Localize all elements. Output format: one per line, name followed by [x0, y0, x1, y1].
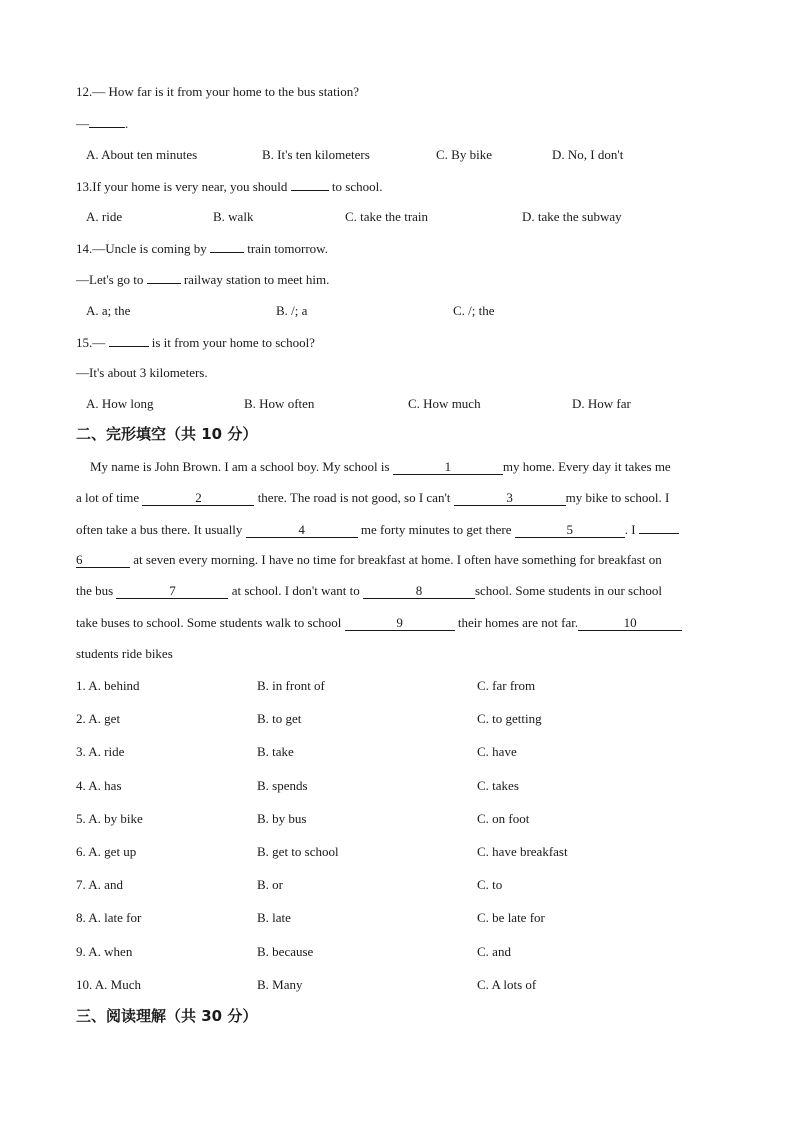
cloze-blank-4[interactable]: 4: [246, 523, 358, 538]
option-a[interactable]: A. About ten minutes: [86, 147, 198, 162]
answer-blank[interactable]: [147, 271, 181, 284]
option-d[interactable]: D. How far: [572, 396, 631, 411]
option-c[interactable]: C. /; the: [453, 303, 495, 318]
passage-text: often take a bus there. It usually: [76, 522, 243, 537]
passage-text: their homes are not far.: [457, 615, 579, 630]
choice-10-b[interactable]: B. Many: [257, 977, 303, 992]
passage-line: [76, 490, 669, 506]
cloze-blank-6-start[interactable]: [639, 521, 679, 534]
option-d[interactable]: D. take the subway: [522, 209, 622, 224]
passage-text: . I: [624, 522, 636, 537]
passage-line: [76, 583, 662, 599]
question-text: 12.— How far is it from your home to the bus station?: [76, 84, 360, 99]
choice-1-c[interactable]: C. far from: [477, 678, 536, 693]
passage-line: [76, 521, 679, 538]
choice-5-a[interactable]: 5. A. by bike: [76, 811, 143, 826]
question-14-line2: [76, 271, 329, 288]
question-12-answer-line: [76, 115, 128, 132]
section-heading-reading: 三、阅读理解（共 30 分）: [76, 1007, 258, 1025]
cloze-blank-5[interactable]: 5: [515, 523, 625, 538]
question-text: railway station to meet him.: [183, 272, 330, 287]
cloze-blank-3[interactable]: 3: [454, 491, 566, 506]
choice-1-b[interactable]: B. in front of: [257, 678, 325, 693]
choice-10-a[interactable]: 10. A. Much: [76, 977, 141, 992]
option-c[interactable]: C. By bike: [436, 147, 492, 162]
passage-text: there. The road is not good, so I can't: [257, 490, 451, 505]
choice-1-a[interactable]: 1. A. behind: [76, 678, 140, 693]
passage-line: [90, 459, 671, 475]
choice-5-c[interactable]: C. on foot: [477, 811, 530, 826]
choice-2-b[interactable]: B. to get: [257, 711, 302, 726]
answer-blank[interactable]: [89, 115, 125, 128]
option-b[interactable]: B. walk: [213, 209, 254, 224]
passage-text: a lot of time: [76, 490, 140, 505]
choice-9-c[interactable]: C. and: [477, 944, 511, 959]
choice-5-b[interactable]: B. by bus: [257, 811, 307, 826]
choice-3-c[interactable]: C. have: [477, 744, 517, 759]
option-b[interactable]: B. It's ten kilometers: [262, 147, 370, 162]
cloze-blank-9[interactable]: 9: [345, 616, 455, 631]
passage-text: My name is John Brown. I am a school boy. My school is: [90, 459, 390, 474]
option-b[interactable]: B. How often: [244, 396, 315, 411]
dash: —: [76, 116, 89, 131]
question-text: 15.—: [76, 335, 106, 350]
choice-8-a[interactable]: 8. A. late for: [76, 910, 142, 925]
choice-6-b[interactable]: B. get to school: [257, 844, 339, 859]
choice-7-b[interactable]: B. or: [257, 877, 283, 892]
passage-text: at seven every morning. I have no time for breakfast at home. I often have something for breakfast on: [133, 552, 662, 567]
choice-8-c[interactable]: C. be late for: [477, 910, 545, 925]
passage-text: my home. Every day it takes me: [502, 459, 671, 474]
question-14: [76, 240, 328, 257]
choice-4-a[interactable]: 4. A. has: [76, 778, 122, 793]
option-c[interactable]: C. take the train: [345, 209, 429, 224]
choice-6-c[interactable]: C. have breakfast: [477, 844, 568, 859]
question-15-line2: —It's about 3 kilometers.: [76, 365, 208, 380]
choice-2-c[interactable]: C. to getting: [477, 711, 542, 726]
choice-7-a[interactable]: 7. A. and: [76, 877, 123, 892]
choice-2-a[interactable]: 2. A. get: [76, 711, 121, 726]
passage-text: school. Some students in our school: [474, 583, 662, 598]
question-text: 14.—Uncle is coming by: [76, 241, 207, 256]
option-a[interactable]: A. a; the: [86, 303, 131, 318]
option-c[interactable]: C. How much: [408, 396, 481, 411]
period: .: [125, 116, 129, 131]
answer-blank[interactable]: [291, 178, 329, 191]
question-text: is it from your home to school?: [151, 335, 315, 350]
passage-line: [76, 615, 682, 631]
passage-text: at school. I don't want to: [231, 583, 360, 598]
passage-line: [76, 552, 662, 568]
passage-line: students ride bikes: [76, 646, 173, 661]
choice-3-b[interactable]: B. take: [257, 744, 294, 759]
cloze-blank-8[interactable]: 8: [363, 584, 475, 599]
question-text: 13.If your home is very near, you should: [76, 179, 288, 194]
question-13: [76, 178, 382, 195]
passage-text: the bus: [76, 583, 114, 598]
choice-3-a[interactable]: 3. A. ride: [76, 744, 125, 759]
option-a[interactable]: A. ride: [86, 209, 123, 224]
choice-6-a[interactable]: 6. A. get up: [76, 844, 137, 859]
cloze-blank-6[interactable]: 6: [76, 553, 130, 568]
question-text: to school.: [331, 179, 383, 194]
option-d[interactable]: D. No, I don't: [552, 147, 624, 162]
choice-7-c[interactable]: C. to: [477, 877, 503, 892]
passage-text: take buses to school. Some students walk to school: [76, 615, 342, 630]
choice-8-b[interactable]: B. late: [257, 910, 291, 925]
choice-9-a[interactable]: 9. A. when: [76, 944, 133, 959]
option-b[interactable]: B. /; a: [276, 303, 308, 318]
choice-10-c[interactable]: C. A lots of: [477, 977, 537, 992]
option-a[interactable]: A. How long: [86, 396, 154, 411]
passage-text: my bike to school. I: [565, 490, 670, 505]
question-text: train tomorrow.: [247, 241, 328, 256]
cloze-blank-1[interactable]: 1: [393, 460, 503, 475]
section-heading-cloze: 二、完形填空（共 10 分）: [76, 425, 258, 443]
choice-4-b[interactable]: B. spends: [257, 778, 308, 793]
cloze-blank-2[interactable]: 2: [142, 491, 254, 506]
question-15: [76, 334, 315, 351]
answer-blank[interactable]: [109, 334, 149, 347]
cloze-blank-7[interactable]: 7: [116, 584, 228, 599]
passage-text: me forty minutes to get there: [360, 522, 512, 537]
choice-9-b[interactable]: B. because: [257, 944, 314, 959]
choice-4-c[interactable]: C. takes: [477, 778, 519, 793]
question-12: [76, 84, 359, 100]
cloze-blank-10[interactable]: 10: [578, 616, 682, 631]
question-text: —Let's go to: [76, 272, 144, 287]
answer-blank[interactable]: [210, 240, 244, 253]
